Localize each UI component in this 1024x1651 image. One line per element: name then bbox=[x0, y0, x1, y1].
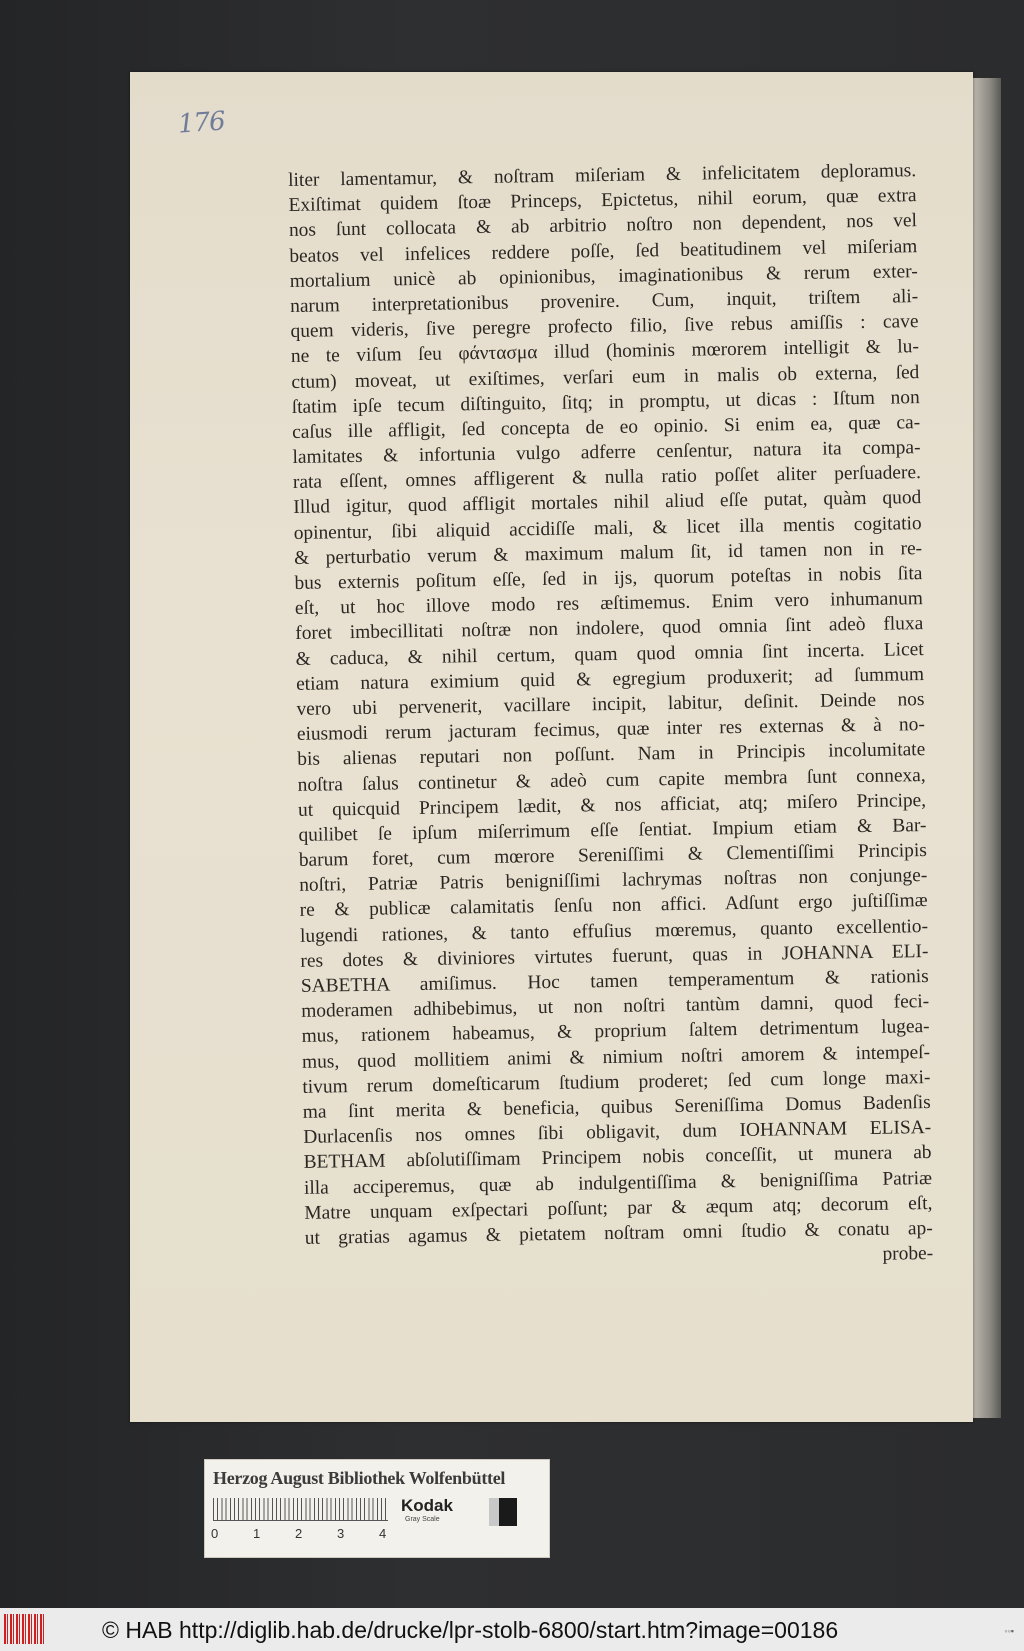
text-line: ſtatim ipſe tecum diſtinguito, ſitq; in promptu, ut dicas : Iſtum non bbox=[291, 386, 920, 418]
footer-url-text[interactable]: © HAB http://diglib.hab.de/drucke/lpr-stolb-6800/start.htm?image=00186 bbox=[102, 1617, 839, 1643]
text-line: Illud igitur, quod affligit mortales nihil aliud eſſe putat, quàm quod bbox=[293, 487, 922, 519]
text-line: liter lamentamur, & noſtram miſeriam & infelicitatem deploramus. bbox=[288, 160, 917, 191]
text-line: ma ſint merita & beneficia, quibus Sereniſſima Domus Badenſis bbox=[302, 1091, 931, 1123]
scale-number: 3 bbox=[337, 1526, 345, 1541]
text-line: ne te viſum ſeu φάντασμα illud (hominis mœrorem intelligit & lu- bbox=[290, 336, 920, 368]
text-line: re & publicæ calamitatis ſenſu non affici. Adſunt ergo juſtiſſimæ bbox=[299, 890, 928, 922]
text-line: mus, rationem habeamus, & proprium ſaltem detrimentum lugea- bbox=[301, 1016, 930, 1048]
text-line: nos ſunt collocata & ab arbitrio noſtro non dependent, nos vel bbox=[288, 210, 918, 242]
text-line: & caduca, & nihil certum, quam quod omnia ſint incerta. Licet bbox=[295, 638, 924, 670]
text-line: noſtra ſalus continetur & adeò cum capite membra ſunt connexa, bbox=[297, 764, 926, 796]
page-text bbox=[288, 158, 933, 1276]
calibration-ruler bbox=[213, 1498, 388, 1521]
color-calibration-card bbox=[204, 1459, 550, 1558]
text-line: moderamen adhibebimus, ut non noſtri tantùm damni, quod feci- bbox=[301, 991, 930, 1023]
text-line: lugendi rationes, & tanto effuſius mœremus, quanto excellentio- bbox=[299, 915, 929, 947]
text-line: caſus ille affligit, ſed concepta de eo opinio. Si enim ea, quæ ca- bbox=[291, 411, 921, 443]
text-line: opinentur, ſibi aliquid accidiſſe mali, & licet illa mentis cogitatio bbox=[293, 512, 922, 544]
text-line: rata eſſent, omnes affligerent & nulla ratio poſſet aliter perſuadere. bbox=[292, 462, 922, 494]
text-line: ut quicquid Principem lædit, & nos afficiat, atq; miſero Principe, bbox=[297, 789, 927, 821]
text-line: illa acciperemus, quæ ab indulgentiſſima & benigniſſima Patriæ bbox=[303, 1167, 933, 1199]
text-line: mortalium unicè ab opinionibus, imaginationibus & rerum exter- bbox=[289, 260, 918, 292]
text-line: res dotes & diviniores virtutes fuerunt, quas in JOHANNA ELI- bbox=[300, 940, 929, 972]
catchword: probe- bbox=[882, 1243, 934, 1265]
text-line: beatos vel infelices reddere poſſe, ſed beatitudinem vel miſeriam bbox=[289, 235, 918, 267]
text-line: quem videris, ſive peregre profecto filio, ſive rebus amiſſis : cave bbox=[290, 311, 919, 343]
footer-mark: ◦◦▪ bbox=[1004, 1626, 1014, 1636]
text-line: ctum) moveat, ut exiſtimes, verſari eum in malis ob externa, ſed bbox=[291, 361, 920, 393]
scale-number: 2 bbox=[295, 1526, 303, 1541]
text-line: Durlacenſis nos omnes ſibi obligavit, dum IOHANNAM ELISA- bbox=[303, 1117, 932, 1149]
footer-bar bbox=[0, 1608, 1024, 1651]
scale-number: 1 bbox=[253, 1526, 261, 1541]
text-line: foret imbecillitati noſtræ non indolere, quod omnia ſint adeò fluxa bbox=[295, 613, 924, 645]
text-line: barum foret, cum mœrore Sereniſſimi & Clementiſſimi Principis bbox=[298, 840, 927, 871]
gray-patch bbox=[489, 1498, 517, 1526]
text-line: Matre unquam exſpectari poſſunt; par & æqum atq; decorum eſt, bbox=[304, 1192, 933, 1224]
text-line: quilibet ſe ipſum miſerrimum eſſe ſentiat. Impium etiam & Bar- bbox=[298, 814, 927, 846]
text-line: & perturbatio verum & maximum malum ſit, id tamen non in re- bbox=[293, 537, 923, 569]
kodak-logo: Kodak bbox=[401, 1496, 453, 1515]
scale-number: 0 bbox=[211, 1526, 219, 1541]
scale-number: 4 bbox=[379, 1526, 387, 1541]
text-line: narum interpretationibus provenire. Cum, inquit, triſtem ali- bbox=[290, 286, 919, 317]
text-line: Exiſtimat quidem ſtoæ Princeps, Epictetus, nihil eorum, quæ extra bbox=[288, 185, 917, 217]
text-line: vero ubi pervenerit, vacillare incipit, labitur, deſinit. Deinde nos bbox=[296, 689, 925, 720]
page-right-edge bbox=[973, 78, 1001, 1418]
text-line: SABETHA amiſimus. Hoc tamen temperamentum & rationis bbox=[300, 966, 929, 997]
text-line: ut gratias agamus & pietatem noſtram omni ſtudio & conatu ap- bbox=[304, 1217, 933, 1249]
text-line: noſtri, Patriæ Patris benigniſſimi lachrymas noſtras non conjunge- bbox=[299, 865, 928, 897]
page-number: 176 bbox=[177, 106, 226, 140]
gray-scale-label: Gray Scale bbox=[405, 1516, 440, 1523]
barcode-icon bbox=[4, 1614, 44, 1644]
text-line: lamitates & infortunia vulgo adferre cenſentur, natura ita compa- bbox=[292, 437, 921, 469]
text-line: BETHAM abſolutiſſimam Principem nobis conceſſit, ut munera ab bbox=[303, 1142, 932, 1174]
text-line: eiusmodi rerum jacturam fecimus, quæ inter res externas & à no- bbox=[296, 714, 925, 746]
text-line: bis alienas reputari non poſſunt. Nam in Principis incolumitate bbox=[297, 739, 926, 771]
text-line: mus, quod mollitiem animi & nimium noſtri amorem & intempeſ- bbox=[301, 1041, 931, 1073]
text-line: eſt, ut hoc illove modo res æſtimemus. Enim vero inhumanum bbox=[294, 588, 924, 620]
text-line: bus externis poſitum eſſe, ſed in ijs, quorum poteſtas in nobis ſita bbox=[294, 563, 923, 594]
text-line: tivum rerum domeſticarum ſtudium proderet; ſed cum longe maxi- bbox=[302, 1066, 931, 1098]
text-line: etiam natura eximium quid & egregium produxerit; ad ſummum bbox=[295, 663, 925, 695]
calibration-title: Herzog August Bibliothek Wolfenbüttel bbox=[213, 1468, 506, 1488]
